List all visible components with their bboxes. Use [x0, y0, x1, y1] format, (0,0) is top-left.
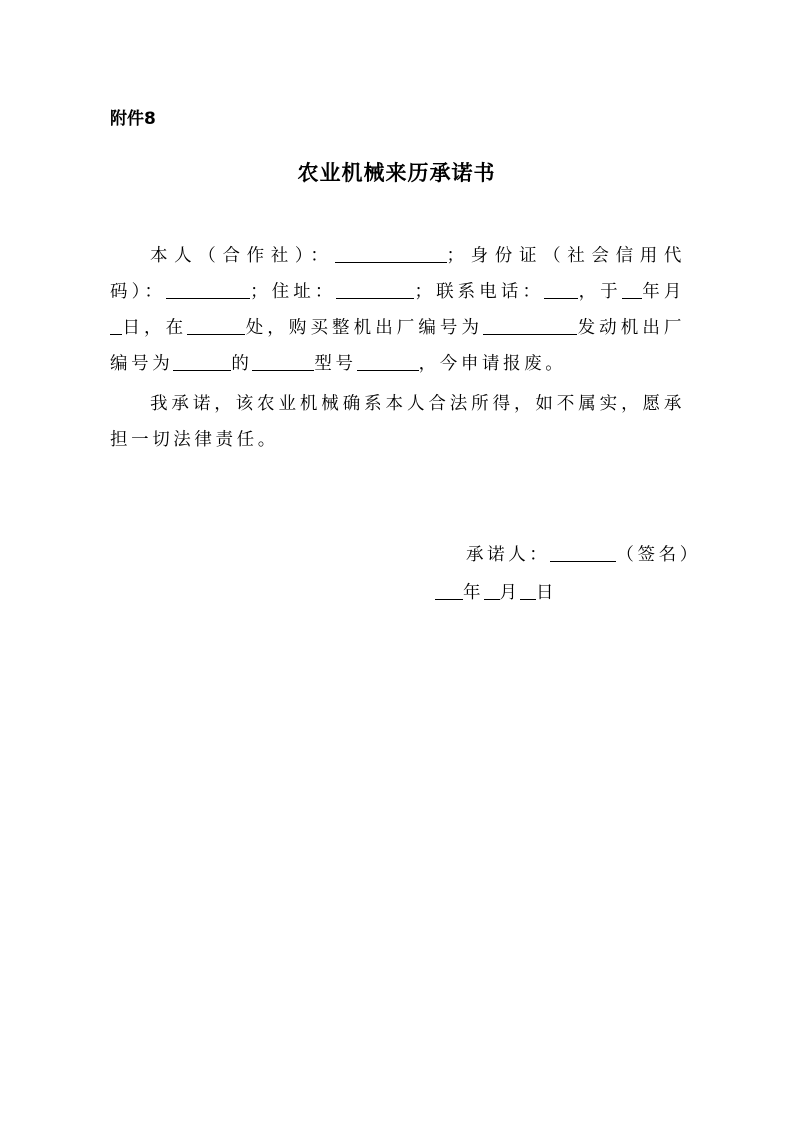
text-model: 型号 [314, 354, 357, 374]
text-engine-serial: 发动机出厂编号为 [110, 318, 685, 374]
text-on: ，于 [578, 282, 622, 302]
month-label: 月 [499, 583, 520, 603]
text-id-code: ；身份证（社会信用代码）： [110, 246, 685, 302]
text-day-at: 日，在 [122, 318, 188, 338]
year-label: 年 [463, 583, 484, 603]
signature-blank[interactable] [550, 543, 616, 562]
machine-serial-blank[interactable] [483, 316, 577, 335]
text-year-month: 年月 [641, 282, 685, 302]
signature-line [466, 537, 701, 573]
commitment-paragraph: 我承诺，该农业机械确系本人合法所得，如不属实，愿承担一切法律责任。 [110, 394, 685, 450]
text-address: ；住址： [250, 282, 337, 302]
signature-note: （签名） [616, 545, 701, 565]
text-machine-serial: 处，购买整机出厂编号为 [245, 318, 484, 338]
address-blank[interactable] [336, 280, 414, 299]
sign-day-blank[interactable] [520, 581, 536, 600]
date-line [435, 575, 557, 611]
text-phone: ；联系电话： [414, 282, 545, 302]
name-blank[interactable] [335, 244, 447, 263]
sign-year-blank[interactable] [435, 581, 463, 600]
purchase-place-blank[interactable] [187, 316, 245, 335]
brand-blank[interactable] [252, 352, 314, 371]
signer-label: 承诺人： [466, 545, 551, 565]
purchase-year-blank[interactable] [622, 280, 642, 299]
model-blank[interactable] [357, 352, 419, 371]
sign-month-blank[interactable] [484, 581, 500, 600]
purchase-month-day-blank[interactable] [110, 316, 122, 335]
day-label: 日 [536, 583, 557, 603]
text-cooperative: 本人（合作社）： [150, 246, 335, 266]
declaration-paragraph [110, 238, 685, 382]
text-of: 的 [231, 354, 253, 374]
id-code-blank[interactable] [166, 280, 250, 299]
engine-serial-blank[interactable] [173, 352, 231, 371]
text-apply-scrap: ，今申请报废。 [418, 354, 567, 374]
attachment-label: 附件8 [110, 109, 156, 129]
document-title: 农业机械来历承诺书 [297, 160, 496, 185]
phone-blank[interactable] [544, 280, 578, 299]
